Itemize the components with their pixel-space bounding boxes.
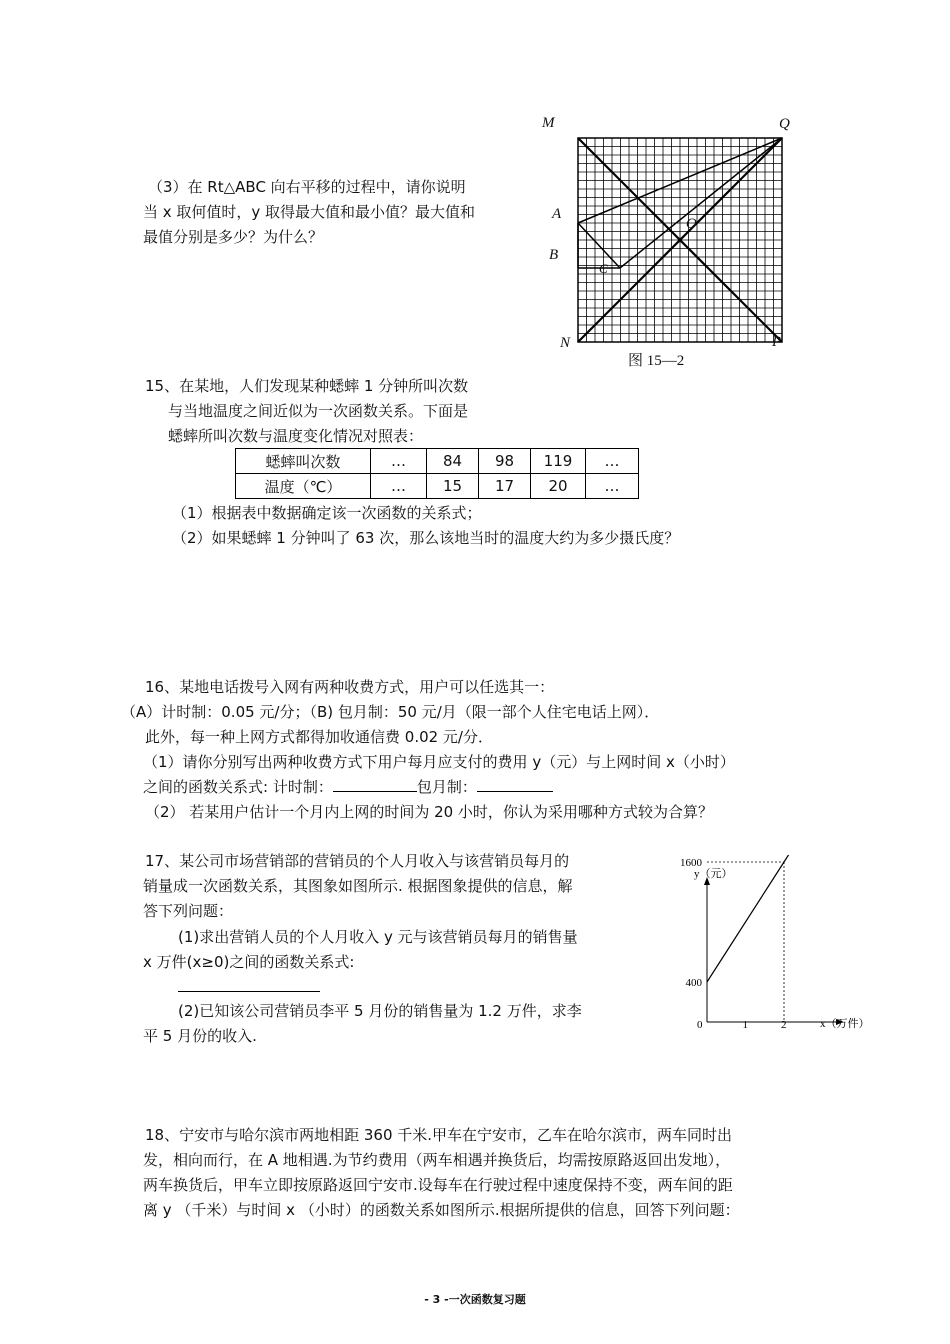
q14-part3-line2: 当 x 取何值时，y 取得最大值和最小值？最大值和 [143,203,476,221]
q14-part3-line3: 最值分别是多少？为什么？ [143,228,324,246]
table-cell: 119 [531,449,586,474]
table-cell: 98 [479,449,531,474]
q16-line1: 16、某地电话拨号入网有两种收费方式，用户可以任选其一： [145,678,555,696]
table-cell: … [371,449,427,474]
x-axis-label: x（万件） [820,1018,870,1030]
label-P: P [772,334,782,350]
q17-line5: x 万件(x≥0)之间的函数关系式: [143,953,355,971]
q16-line5 [143,775,553,799]
q16-line6: （2） 若某用户估计一个月内上网的时间为 20 小时，你认为采用哪种方式较为合算？ [145,803,713,821]
y-tick-label: 400 [685,977,702,989]
table-cell: … [371,474,427,499]
q17-line7: 平 5 月份的收入. [143,1027,257,1045]
table-cell: 15 [427,474,479,499]
y-tick-label: 1600 [680,857,702,869]
table-cell: 20 [531,474,586,499]
label-A: A [552,206,562,222]
q18-line4: 离 y （千米）与时间 x （小时）的函数关系如图所示.根据所提供的信息，回答下列问题： [143,1201,740,1219]
q18-line2: 发，相向而行，在 A 地相遇.为节约费用（两车相遇并换货后，均需按原路返回出发地）， [143,1151,731,1169]
q17-line1: 17、某公司市场营销部的营销员的个人月收入与该营销员每月的 [145,852,570,870]
answer-blank-q17[interactable] [178,991,320,992]
cricket-table [235,448,639,499]
label-M: M [542,115,555,131]
label-B: B [549,247,559,263]
q16-line5-hourly: 之间的函数关系式: 计时制： [143,778,333,796]
table-cell: 84 [427,449,479,474]
q16-line4: （1）请你分别写出两种收费方式下用户每月应支付的费用 y（元）与上网时间 x（小时） [143,753,735,771]
q17-line2: 销量成一次函数关系，其图象如图所示. 根据图象提供的信息，解 [143,877,573,895]
q15-line3: 蟋蟀所叫次数与温度变化情况对照表： [168,427,424,445]
figure-caption: 图 15—2 [628,353,685,369]
table-cell: 蟋蟀叫次数 [236,449,371,474]
income-chart [660,855,890,1040]
x-tick-label: 0 [697,1019,703,1031]
answer-blank-hourly[interactable] [333,775,417,792]
table-row [236,474,639,499]
figure-15-2 [540,112,800,372]
y-axis-label: y（元） [694,868,733,880]
q14-part3-line1: （3）在 Rt△ABC 向右平移的过程中，请你说明 [148,178,466,196]
q15-line1: 15、在某地，人们发现某种蟋蟀 1 分钟所叫次数 [145,377,469,395]
q15-part2: （2）如果蟋蟀 1 分钟叫了 63 次，那么该地当时的温度大约为多少摄氏度？ [172,529,680,547]
q15-part1: （1）根据表中数据确定该一次函数的关系式； [172,504,482,522]
table-cell: … [586,449,639,474]
answer-blank-monthly[interactable] [477,775,553,792]
q18-line1: 18、宁安市与哈尔滨市两地相距 360 千米.甲车在宁安市，乙车在哈尔滨市，两车同时出 [145,1126,733,1144]
label-C: C [599,261,608,276]
table-row [236,449,639,474]
q17-line3: 答下列问题： [143,902,234,920]
q18-line3: 两车换货后，甲车立即按原路返回宁安市.设每车在行驶过程中速度保持不变，两车间的距 [143,1176,733,1194]
table-cell: 温度（℃） [236,474,371,499]
q16-line2: （A）计时制：0.05 元/分；（B) 包月制：50 元/月（限一部个人住宅电话上网）． [121,703,660,721]
table-cell: 17 [479,474,531,499]
q16-line5-monthly: 包月制： [416,778,477,796]
label-Q: Q [779,116,790,132]
label-N: N [560,335,571,351]
x-tick-label: 1 [742,1019,748,1031]
q15-line2: 与当地温度之间近似为一次函数关系。下面是 [168,402,469,420]
page-footer: - 3 -一次函数复习题 [424,1293,526,1306]
table-cell: … [586,474,639,499]
q16-line3: 此外，每一种上网方式都得加收通信费 0.02 元/分． [145,728,493,746]
x-tick-label: 2 [781,1019,787,1031]
label-O: O [686,216,697,232]
q17-line6: (2)已知该公司营销员李平 5 月份的销售量为 1.2 万件，求李 [178,1002,582,1020]
q17-line4: (1)求出营销人员的个人月收入 y 元与该营销员每月的销售量 [178,928,578,946]
